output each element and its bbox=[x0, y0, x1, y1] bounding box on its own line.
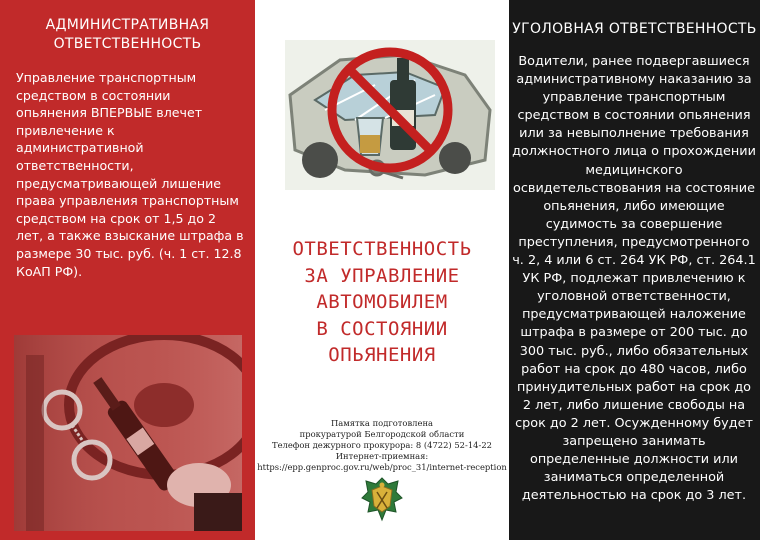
administrative-title-line: ОТВЕТСТВЕННОСТЬ bbox=[53, 36, 202, 52]
criminal-title: УГОЛОВНАЯ ОТВЕТСТВЕННОСТЬ bbox=[512, 21, 757, 37]
info-line: Телефон дежурного прокурора: 8 (4722) 52-14-22 bbox=[271, 440, 492, 450]
info-line: прокуратурой Белгородской области bbox=[299, 429, 465, 439]
main-title-line: В СОСТОЯНИИ bbox=[316, 317, 448, 340]
info-line: Интернет-приемная: bbox=[335, 451, 429, 461]
prosecutor-emblem-icon bbox=[360, 476, 404, 522]
drunk-driver-photo bbox=[14, 335, 242, 531]
main-title bbox=[262, 236, 502, 369]
criminal-text: Водители, ранее подвергавшиеся административному наказанию за управление транспортным средством в состоянии опьянения или за невыполнение требования должностного лица о прохождении медицинского освидетельствования на состояние опьянения, либо имеющие судимость за совершение преступления, предусмотренного ч. 2, 4 или 6 ст. 264 УК РФ, ст. 264.1 УК РФ, подлежат привлечению к уголовной ответственности, предусматривающей наложение штрафа в размере от 200 тыс. до 300 тыс. руб., либо обязательных работ на срок до 480 часов, либо принудительных работ на срок до 2 лет, либо лишение свободы на срок до 2 лет. Осужденному будет запрещено занимать определенные должности или заниматься определенной деятельностью на срок до 3 лет. bbox=[512, 54, 756, 504]
main-title-line: ЗА УПРАВЛЕНИЕ bbox=[304, 264, 460, 287]
main-title-line: ОТВЕТСТВЕННОСТЬ bbox=[292, 238, 472, 260]
main-title-line: ОПЬЯНЕНИЯ bbox=[328, 344, 436, 366]
prosecutor-info bbox=[257, 418, 507, 473]
administrative-text: Управление транспортным средством в состоянии опьянения ВПЕРВЫЕ влечет привлечение к административной ответственности, предусматривающей лишение права управления транспортным средством на срок от 1,5 до 2 лет, а также взыскание штрафа в размере 30 тыс. руб. (ч. 1 ст. 12.8 КоАП РФ). bbox=[16, 70, 244, 279]
administrative-title bbox=[0, 16, 255, 54]
internet-reception-link[interactable]: https://epp.genproc.gov.ru/web/proc_31/internet-reception bbox=[257, 462, 507, 472]
info-line: Памятка подготовлена bbox=[330, 418, 434, 428]
no-drinking-driving-illustration bbox=[285, 40, 495, 190]
administrative-title-line: АДМИНИСТРАТИВНАЯ bbox=[45, 17, 210, 33]
main-title-line: АВТОМОБИЛЕМ bbox=[316, 291, 448, 313]
